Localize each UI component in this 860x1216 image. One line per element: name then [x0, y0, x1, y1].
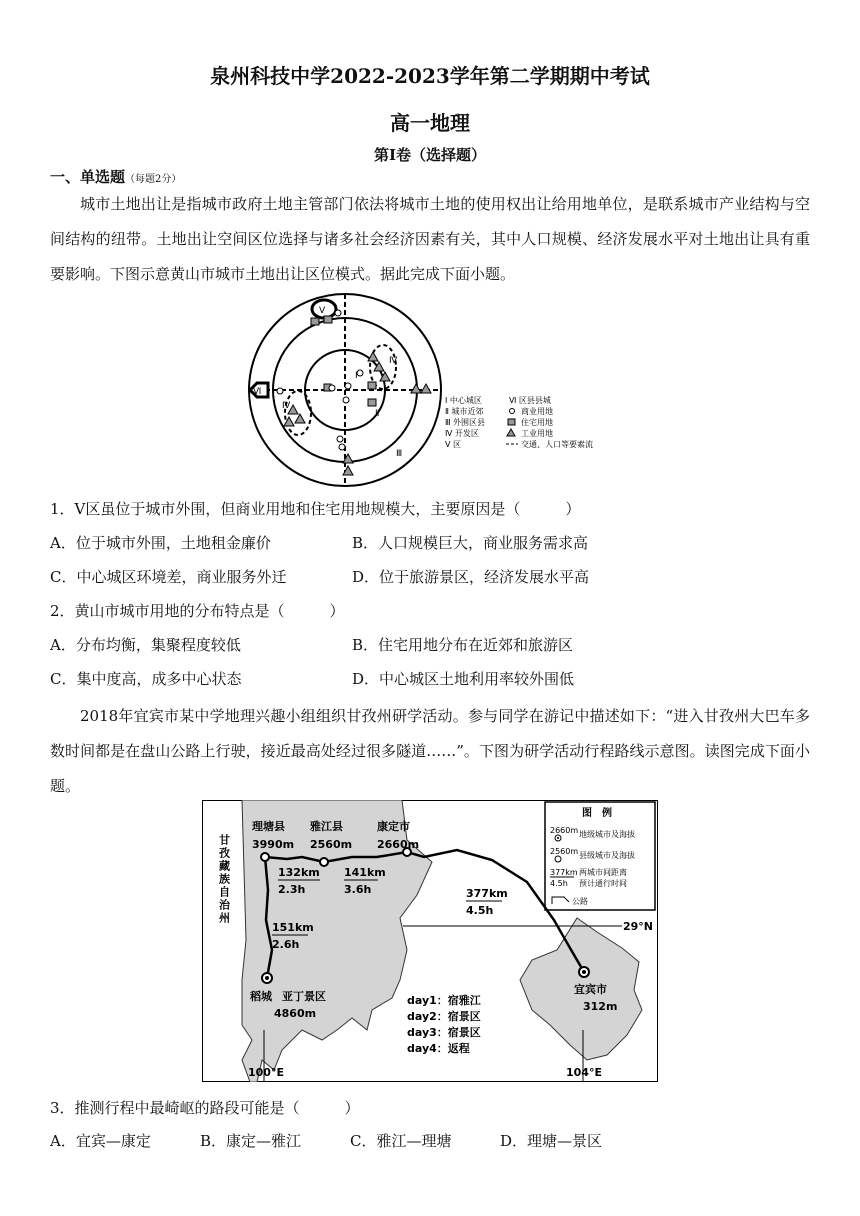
q2-option-d[interactable]: D．中心城区土地利用率较外围低: [352, 670, 575, 688]
q3-option-a[interactable]: A．宜宾—康定: [50, 1132, 151, 1150]
q1-option-a[interactable]: A．位于城市外围，土地租金廉价: [50, 534, 271, 552]
city-yibin: 宜宾市: [574, 983, 607, 996]
section-label: 一、单选题: [50, 168, 126, 186]
lon2-label: 104°E: [566, 1066, 602, 1079]
itinerary-day2: day2：宿景区: [407, 1010, 481, 1023]
zone-label-4b: Ⅳ: [282, 401, 291, 411]
alt-yibin: 312m: [583, 1000, 618, 1013]
city-yajiang: 雅江县: [310, 820, 343, 833]
part-title: 第Ⅰ卷（选择题）: [373, 146, 487, 164]
city-daocheng: 稻城: [250, 990, 272, 1003]
zone-label-4a: Ⅳ: [389, 356, 398, 366]
legend2-county-label: 县级城市及海拔: [579, 851, 635, 860]
lat-label: 29°N: [623, 920, 654, 933]
passage-2: 2018年宜宾市某中学地理兴趣小组组织甘孜州研学活动。参与同学在游记中描述如下：“进入甘孜州大巴车多数时间都是在盘山公路上行驶，接近最高处经过很多隧道……”。下图为研学活动行程路线示意图。读图完成下面小题。: [50, 707, 810, 795]
seg3-time: 4.5h: [466, 904, 494, 917]
legend2-pref-alt: 2660m: [550, 826, 579, 835]
seg2-dist: 141km: [344, 866, 386, 879]
q3-option-b[interactable]: B．康定—雅江: [200, 1132, 302, 1150]
legend2-county-alt: 2560m: [550, 847, 579, 856]
legend1-5: Ⅵ 区县县城: [509, 396, 551, 405]
legend1-8: 工业用地: [521, 429, 553, 438]
legend1-0: Ⅰ 中心城区: [445, 396, 482, 405]
region-name: 甘孜藏族自治州: [217, 834, 231, 925]
legend2-pref-label: 地级城市及海拔: [579, 830, 635, 839]
itinerary-day3: day3：宿景区: [407, 1026, 481, 1039]
seg1-dist: 132km: [278, 866, 320, 879]
itinerary-day4: day4：返程: [407, 1042, 470, 1055]
subject-title: 高一地理: [390, 111, 470, 135]
section-heading: [50, 166, 181, 187]
q2-stem: 2．黄山市城市用地的分布特点是（ ）: [50, 602, 345, 620]
zone-label-2: Ⅱ: [375, 409, 380, 419]
legend1-2: Ⅲ 外围区县: [445, 418, 486, 427]
legend2-dist-label: 两城市间距离: [579, 868, 627, 877]
section-note: （每题2分）: [125, 174, 182, 185]
seg2-time: 3.6h: [344, 883, 372, 896]
seg1-time: 2.3h: [278, 883, 306, 896]
q2-option-b[interactable]: B．住宅用地分布在近郊和旅游区: [352, 636, 574, 654]
zone-label-5: Ⅴ: [319, 306, 326, 316]
q1-stem: 1．Ⅴ区虽位于城市外围，但商业用地和住宅用地规模大，主要原因是（ ）: [50, 500, 581, 518]
zone-label-3: Ⅲ: [396, 449, 403, 459]
q3-stem: 3．推测行程中最崎岖的路段可能是（ ）: [50, 1099, 360, 1117]
zone-label-6: Ⅵ: [253, 387, 262, 397]
legend1-1: Ⅱ 城市近郊: [445, 407, 484, 416]
q3-option-d[interactable]: D．理塘—景区: [500, 1132, 603, 1150]
exam-title: 泉州科技中学2022-2023学年第二学期期中考试: [210, 64, 650, 88]
alt-kangding: 2660m: [377, 838, 420, 851]
legend2-road-label: 公路: [572, 897, 588, 906]
legend1-4: Ⅴ 区: [445, 440, 462, 449]
seg4-time: 2.6h: [272, 938, 300, 951]
legend2-dist: 377km: [550, 868, 578, 877]
zone-label-1: Ⅰ: [355, 371, 358, 381]
legend1-3: Ⅳ 开发区: [445, 429, 479, 438]
legend2-title: 图 例: [582, 808, 612, 819]
q1-option-d[interactable]: D．位于旅游景区，经济发展水平高: [352, 568, 590, 586]
seg3-dist: 377km: [466, 887, 508, 900]
lon1-label: 100°E: [248, 1066, 284, 1079]
q1-option-b[interactable]: B．人口规模巨大，商业服务需求高: [352, 534, 589, 552]
city-kangding: 康定市: [377, 820, 410, 833]
passage-1: 城市土地出让是指城市政府土地主管部门依法将城市土地的使用权出让给用地单位，是联系城市产业结构与空间结构的纽带。土地出让空间区位选择与诸多社会经济因素有关，其中人口规模、经济发展水平对土地出让具有重要影响。下图示意黄山市城市土地出让区位模式。据此完成下面小题。: [50, 195, 810, 283]
q1-option-c[interactable]: C．中心城区环境差，商业服务外迁: [50, 568, 287, 586]
alt-daocheng: 4860m: [274, 1007, 317, 1020]
q3-option-c[interactable]: C．雅江—理塘: [350, 1132, 452, 1150]
alt-yajiang: 2560m: [310, 838, 353, 851]
figure-route-map: [202, 800, 658, 1082]
alt-litang: 3990m: [252, 838, 295, 851]
q2-option-a[interactable]: A．分布均衡，集聚程度较低: [50, 636, 241, 654]
q2-option-c[interactable]: C．集中度高，成多中心状态: [50, 670, 242, 688]
figure-land-model: [240, 290, 620, 490]
legend1-9: 交通、人口等要素流: [521, 440, 593, 449]
scenic-name: 亚丁景区: [282, 990, 326, 1003]
legend1-7: 住宅用地: [521, 418, 553, 427]
seg4-dist: 151km: [272, 921, 314, 934]
city-litang: 理塘县: [252, 820, 285, 833]
legend2-time-label: 预计通行时间: [579, 879, 627, 888]
legend1-6: 商业用地: [521, 407, 553, 416]
itinerary-day1: day1：宿雅江: [407, 994, 481, 1007]
legend2-time: 4.5h: [550, 879, 568, 888]
